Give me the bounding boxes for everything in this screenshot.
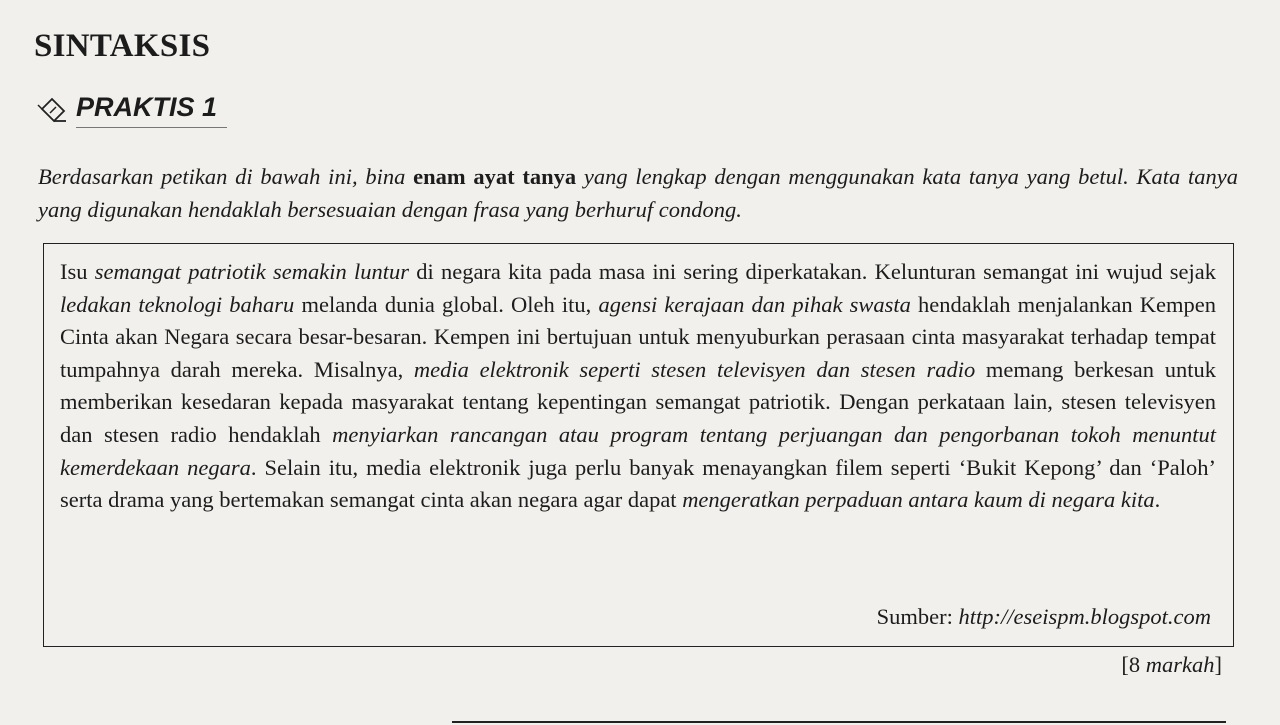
- marks-open: [8: [1121, 652, 1146, 677]
- bottom-divider: [452, 721, 1226, 723]
- passage-box: [43, 243, 1234, 647]
- passage-segment: Isu: [60, 259, 95, 284]
- instruction-text: [38, 160, 1238, 226]
- instruction-part2: yang lengkap dengan menggunakan kata tanya yang betul. Kata tanya yang digunakan hendaklah bersesuaian dengan frasa yang berhuruf condong.: [38, 164, 1238, 222]
- source-citation: [877, 604, 1211, 630]
- passage-italic-phrase: ledakan teknologi baharu: [60, 291, 295, 317]
- practice-label: PRAKTIS 1: [76, 92, 227, 128]
- practice-heading: [36, 92, 227, 128]
- marks-close: ]: [1214, 652, 1222, 677]
- instruction-bold: enam ayat tanya: [413, 164, 577, 189]
- passage-segment: memang berkesan untuk memberikan kesedaran kepada masyarakat tentang kepentingan semangat patriotik. Dengan perkataan lain, stesen televisyen dan stesen radio hendaklah: [60, 356, 1216, 447]
- source-url: http://eseispm.blogspot.com: [958, 604, 1211, 629]
- section-title: SINTAKSIS: [34, 28, 211, 64]
- source-label: Sumber:: [876, 604, 959, 629]
- passage-segment: melanda dunia global. Oleh itu,: [294, 291, 599, 317]
- passage-segment: . Selain itu, media elektronik juga perlu banyak menayangkan filem seperti ‘Bukit Kepong’ dan ‘Paloh’ serta drama yang bertemakan semangat cinta akan negara agar dapat: [60, 454, 1216, 513]
- passage-italic-phrase: menyiarkan rancangan atau program tentang perjuangan dan pengorbanan tokoh menuntut kemerdekaan negara: [60, 421, 1216, 480]
- passage-italic-phrase: media elektronik seperti stesen televisyen dan stesen radio: [413, 356, 976, 382]
- passage-italic-phrase: mengeratkan perpaduan antara kaum di negara kita: [682, 487, 1155, 513]
- passage-segment: di negara kita pada masa ini sering diperkatakan. Kelunturan semangat ini wujud sejak: [408, 259, 1217, 284]
- marks-word: markah: [1145, 652, 1215, 677]
- passage-segment: .: [1154, 487, 1161, 513]
- marks-label: [1121, 652, 1222, 678]
- pencil-icon: [36, 95, 70, 125]
- passage-segment: hendaklah menjalankan Kempen Cinta akan Negara secara besar-besaran. Kempen ini bertujuan untuk menyuburkan perasaan cinta masyarakat terhadap tempat tumpahnya darah mereka. Misalnya,: [60, 291, 1217, 382]
- passage-text: [60, 256, 1216, 517]
- passage-italic-phrase: agensi kerajaan dan pihak swasta: [598, 291, 911, 317]
- passage-italic-phrase: semangat patriotik semakin luntur: [94, 259, 409, 284]
- instruction-part1: Berdasarkan petikan di bawah ini, bina: [38, 164, 414, 189]
